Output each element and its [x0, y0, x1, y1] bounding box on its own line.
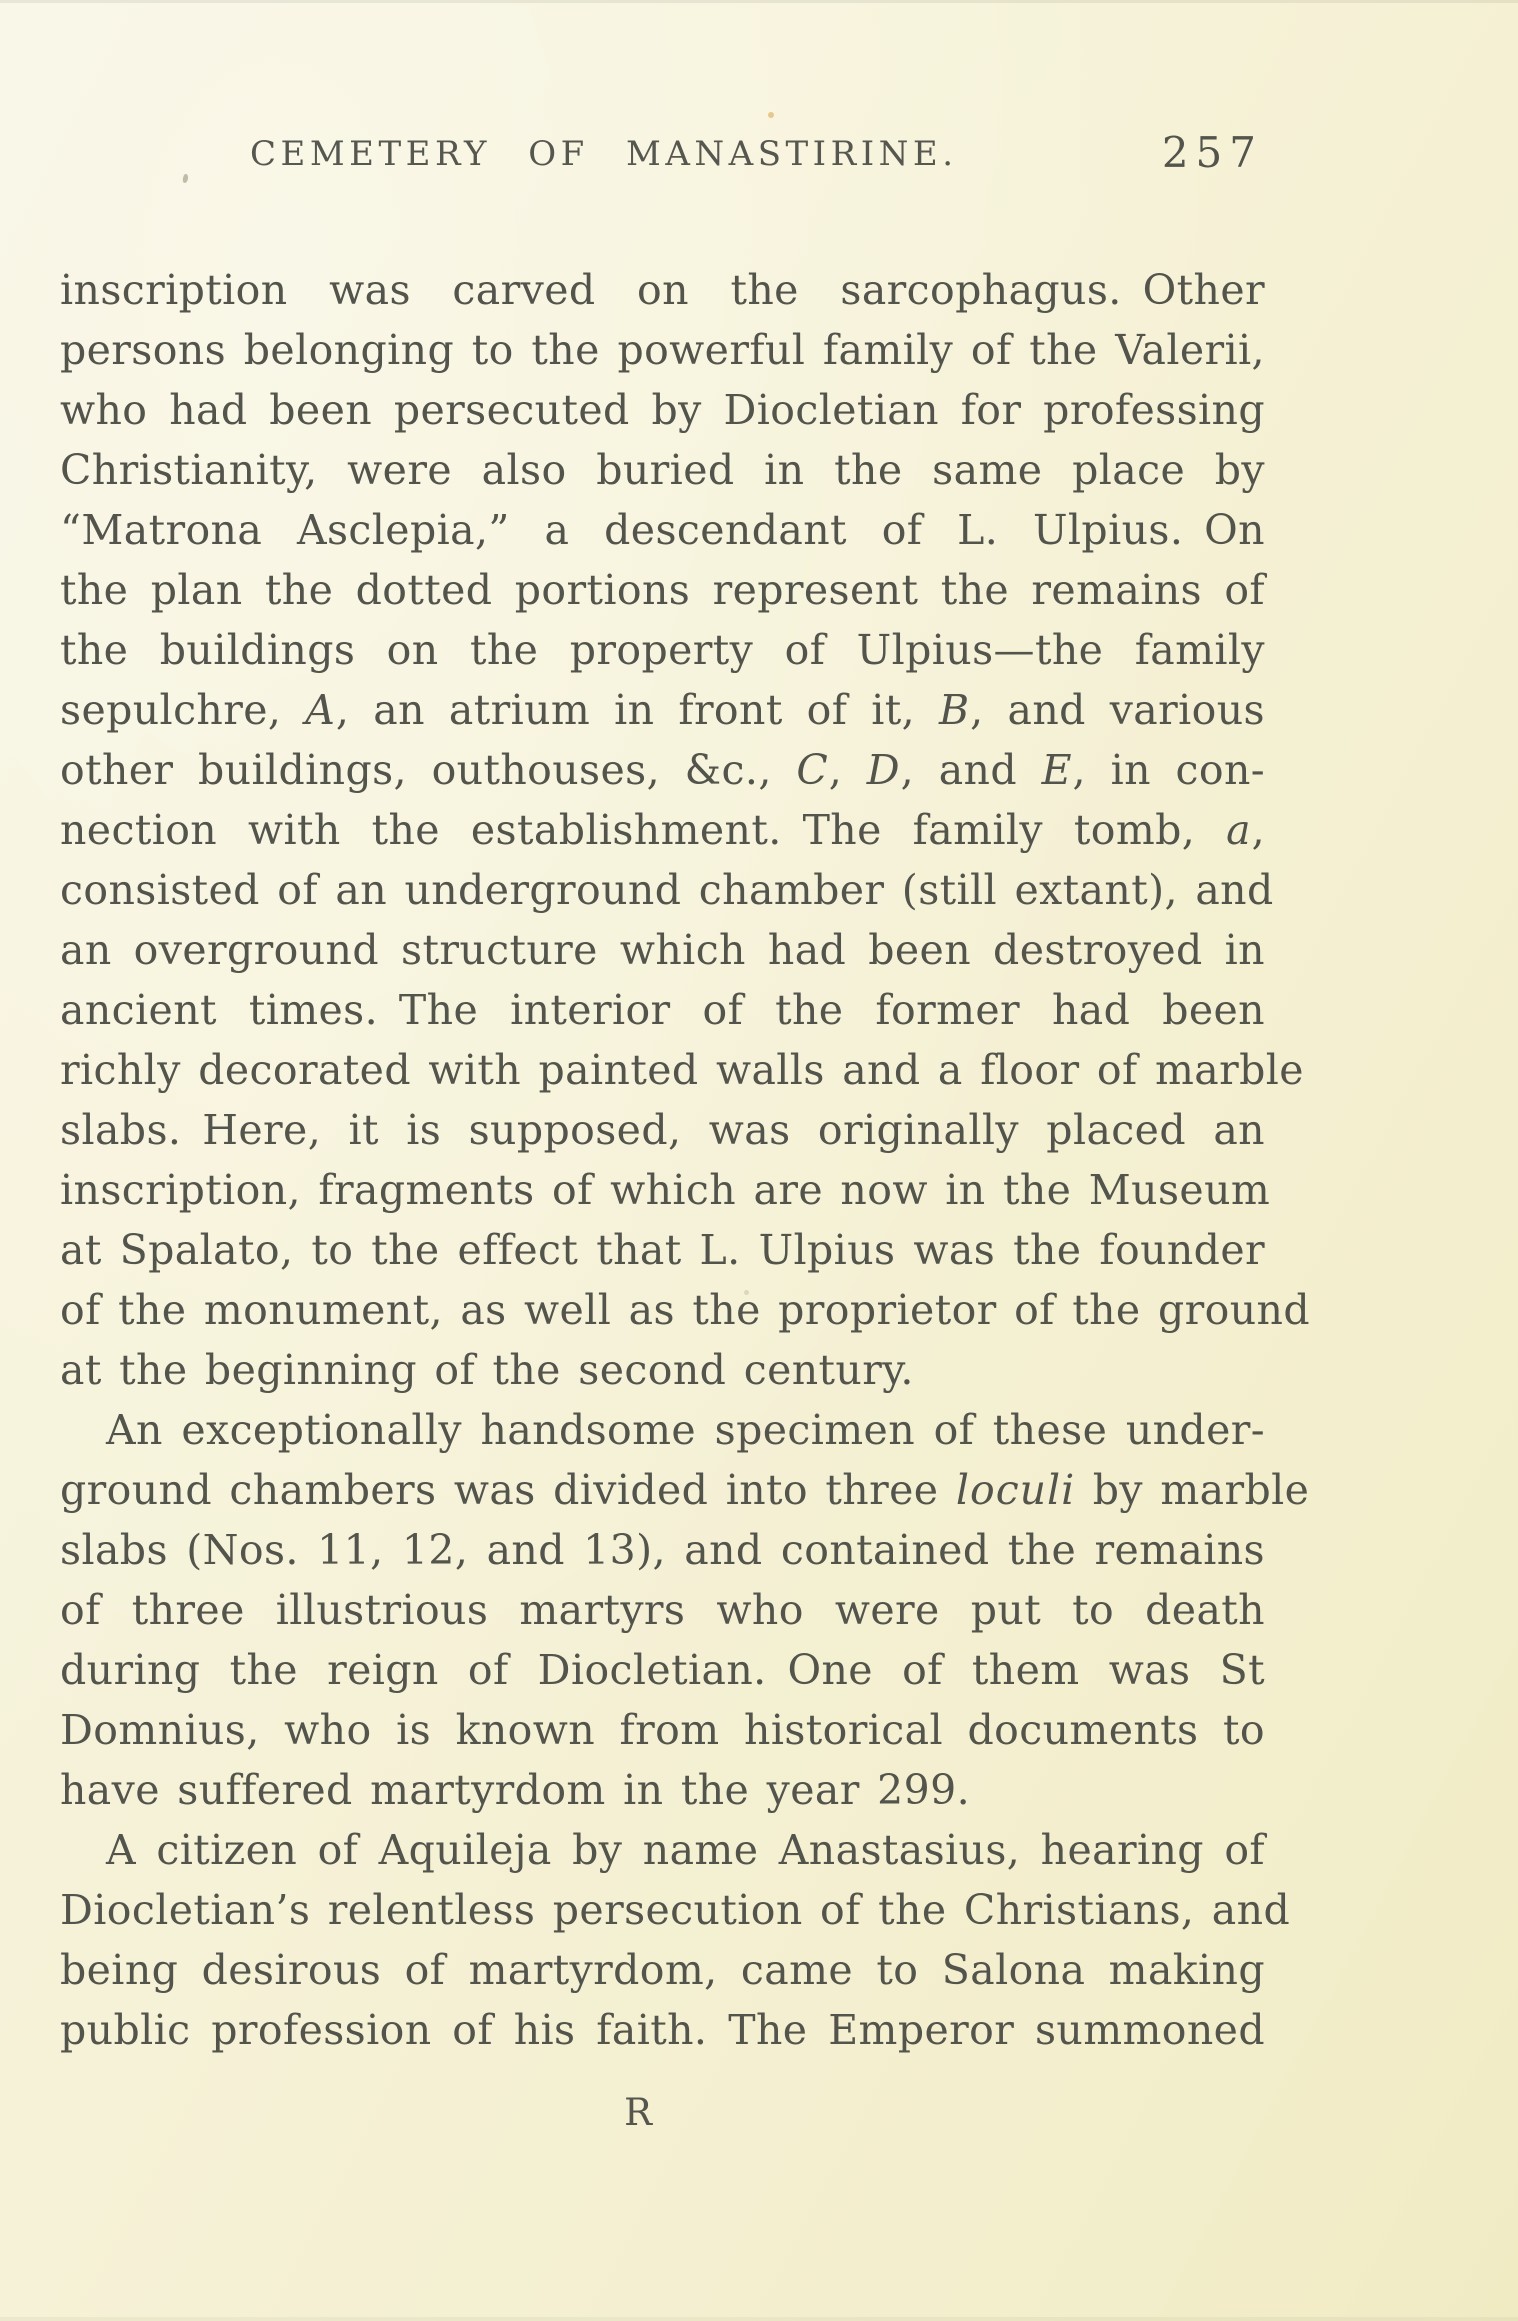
text-line: inscription, fragments of which are now in the Museum	[60, 1166, 1271, 1214]
text-line: public profession of his faith. The Emperor summoned	[60, 2006, 1265, 2054]
text-line: ancient times. The interior of the former had been	[60, 986, 1265, 1034]
text-line: during the reign of Diocletian. One of them was St	[60, 1646, 1265, 1694]
body-text	[60, 260, 1310, 2060]
text-line: consisted of an underground chamber (still extant), and	[60, 866, 1274, 914]
text-line: of three illustrious martyrs who were put to death	[60, 1586, 1265, 1634]
text-line: who had been persecuted by Diocletian for professing	[60, 386, 1265, 434]
text-line: the buildings on the property of Ulpius—the family	[60, 626, 1265, 674]
text-line: slabs. Here, it is supposed, was originally placed an	[60, 1106, 1265, 1154]
text-line: An exceptionally handsome specimen of these under-	[106, 1406, 1265, 1454]
paper-speck	[768, 112, 774, 118]
text-line: Diocletian’s relentless persecution of the Christians, and	[60, 1886, 1291, 1934]
text-line: richly decorated with painted walls and a floor of marble	[60, 1046, 1304, 1094]
text-line: slabs (Nos. 11, 12, and 13), and contained the remains	[60, 1526, 1265, 1574]
text-line: an overground structure which had been destroyed in	[60, 926, 1265, 974]
text-line: sepulchre, A, an atrium in front of it, B, and various	[60, 686, 1265, 734]
text-line: inscription was carved on the sarcophagus. Other	[60, 266, 1265, 314]
text-line: other buildings, outhouses, &c., C, D, and E, in con-	[60, 746, 1266, 794]
paper-speck	[744, 1290, 749, 1295]
text-line: the plan the dotted portions represent the remains of	[60, 566, 1265, 614]
text-line: being desirous of martyrdom, came to Salona making	[60, 1946, 1265, 1994]
page-number: 257	[1161, 128, 1263, 177]
text-line: of the monument, as well as the proprietor of the ground	[60, 1286, 1310, 1334]
text-line: “Matrona Asclepia,” a descendant of L. Ulpius. On	[60, 506, 1265, 554]
text-line: nection with the establishment. The family tomb, a,	[60, 806, 1265, 854]
text-line: have suffered martyrdom in the year 299.	[60, 1766, 971, 1814]
text-line: at Spalato, to the effect that L. Ulpius was the founder	[60, 1226, 1265, 1274]
text-line: Christianity, were also buried in the same place by	[60, 446, 1265, 494]
page-header	[60, 128, 1265, 192]
signature-mark: R	[624, 2091, 652, 2134]
running-title: CEMETERY OF MANASTIRINE.	[250, 134, 958, 174]
text-line: at the beginning of the second century.	[60, 1346, 914, 1394]
text-line: persons belonging to the powerful family of the Valerii,	[60, 326, 1265, 374]
text-line: A citizen of Aquileja by name Anastasius, hearing of	[106, 1826, 1265, 1874]
text-line: Domnius, who is known from historical documents to	[60, 1706, 1265, 1754]
text-line: ground chambers was divided into three loculi by marble	[60, 1466, 1310, 1514]
